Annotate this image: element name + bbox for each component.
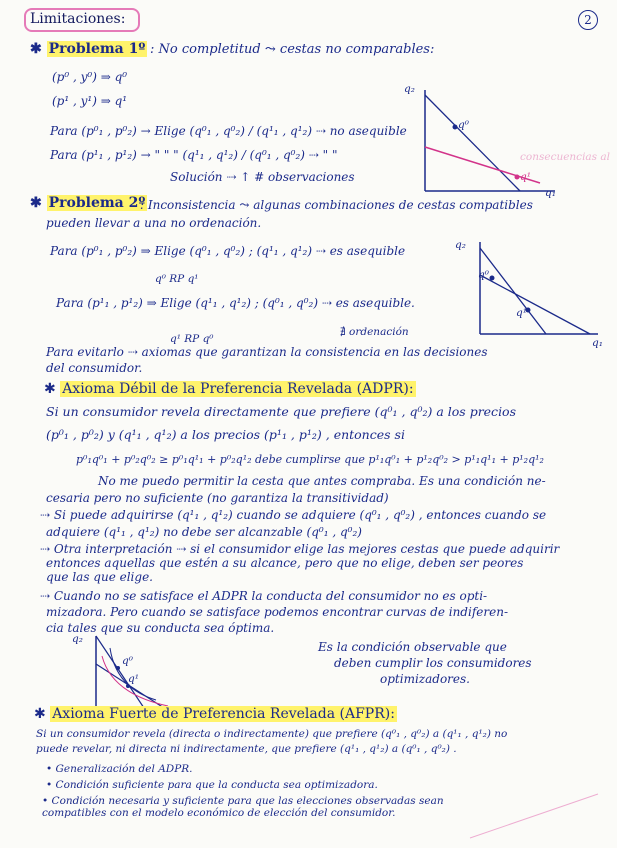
- graph-2-x-label: q₁: [592, 337, 603, 349]
- graph-3-point-a: q⁰: [122, 655, 133, 667]
- margin-note: consecuencias al: [520, 151, 611, 163]
- graph-1-point-a: q⁰: [458, 119, 469, 131]
- adpr-line-9: entonces aquellas que estén a su alcance, pero que no elige, deben ser peores: [46, 556, 524, 570]
- adpr-line-5: cesaria pero no suficiente (no garantiza la transitividad): [46, 491, 389, 505]
- afpr-line-1: Si un consumidor revela (directa o indirectamente) que prefiere (q⁰₁ , q⁰₂) a (q¹₁ , q¹₂) no: [36, 728, 508, 740]
- adpr-line-3: p⁰₁q⁰₁ + p⁰₂q⁰₂ ≥ p⁰₁q¹₁ + p⁰₂q¹₂ debe cumplirse que p¹₁q⁰₁ + p¹₂q⁰₂ > p¹₁q¹₁ + p¹₂q¹₂: [76, 453, 544, 466]
- adpr-line-12: mizadora. Pero cuando se satisface podemos encontrar curvas de indiferen-: [46, 605, 508, 619]
- afpr-bullet-4: compatibles con el modelo económico de elección del consumidor.: [42, 807, 396, 819]
- problem-1-label: Problema 1º: [48, 41, 146, 57]
- p2-line-5: q¹ RP q⁰: [170, 333, 214, 345]
- adpr-line-11: ⇢ Cuando no se satisface el ADPR la conducta del consumidor no es opti-: [40, 589, 488, 603]
- p2-line-3: q⁰ RP q¹: [155, 273, 199, 285]
- p2-line-8: del consumidor.: [46, 361, 143, 375]
- p1-line-4: Para (p¹₁ , p¹₂) → " " " (q¹₁ , q¹₂) / (q⁰₁ , q⁰₂) ⇢ " ": [50, 148, 338, 162]
- adpr-label: Axioma Débil de la Preferencia Revelada (ADPR):: [62, 381, 414, 397]
- afpr-bullet-2: • Condición suficiente para que la conducta sea optimizadora.: [46, 779, 378, 791]
- adpr-note-2: deben cumplir los consumidores: [334, 656, 532, 670]
- p2-line-1: pueden llevar a una no ordenación.: [46, 216, 262, 230]
- graph-2-y-label: q₂: [455, 239, 466, 251]
- adpr-note-3: optimizadores.: [380, 672, 470, 686]
- graph-1-y-label: q₂: [404, 83, 415, 95]
- afpr-heading: ✱ Axioma Fuerte de Preferencia Revelada (AFPR):: [34, 706, 395, 722]
- p2-line-7: Para evitarlo ⇢ axiomas que garantizan la consistencia en las decisiones: [46, 345, 488, 359]
- adpr-line-7: adquiere (q¹₁ , q¹₂) no debe ser alcanzable (q⁰₁ , q⁰₂): [46, 525, 362, 539]
- graph-3-point-b: q¹: [128, 673, 139, 685]
- problem-2-label: Problema 2º: [48, 195, 146, 211]
- graph-3-y-label: q₂: [72, 633, 83, 645]
- p1-line-3: Para (p⁰₁ , p⁰₂) → Elige (q⁰₁ , q⁰₂) / (q¹₁ , q¹₂) ⇢ no asequible: [50, 124, 407, 138]
- p2-line-4: Para (p¹₁ , p¹₂) ⇒ Elige (q¹₁ , q¹₂) ; (q⁰₁ , q⁰₂) ⇢ es asequible.: [56, 296, 415, 310]
- adpr-line-8: ⇢ Otra interpretación ⇢ si el consumidor elige las mejores cestas que puede adquirir: [40, 542, 560, 556]
- adpr-line-2: (p⁰₁ , p⁰₂) y (q¹₁ , q¹₂) a los precios (p¹₁ , p¹₂) , entonces si: [46, 427, 405, 442]
- p1-line-2: (p¹ , y¹) ⇒ q¹: [52, 94, 128, 108]
- adpr-line-6: ⇢ Si puede adquirirse (q¹₁ , q¹₂) cuando se adquiere (q⁰₁ , q⁰₂) , entonces cuando se: [40, 508, 547, 522]
- page-title: Limitaciones:: [30, 11, 126, 27]
- afpr-bullet-1: • Generalización del ADPR.: [46, 763, 193, 775]
- adpr-heading: ✱ Axioma Débil de la Preferencia Revelada (ADPR):: [44, 381, 414, 397]
- graph-2: [468, 240, 598, 338]
- graph-2-point-a: q⁰: [478, 269, 489, 281]
- p2-line-2: Para (p⁰₁ , p⁰₂) ⇒ Elige (q⁰₁ , q⁰₂) ; (q¹₁ , q¹₂) ⇢ es asequible: [50, 244, 406, 258]
- graph-1: [405, 85, 555, 197]
- pink-scribble: [470, 790, 600, 840]
- graph-1-point-b: q¹: [520, 171, 531, 183]
- adpr-line-13: cia tales que su conducta sea óptima.: [46, 621, 275, 635]
- afpr-label: Axioma Fuerte de Preferencia Revelada (AFPR):: [52, 706, 395, 722]
- afpr-line-2: puede revelar, ni directa ni indirectamente, que prefiere (q¹₁ , q¹₂) a (q⁰₁ , q⁰₂) .: [36, 743, 457, 755]
- adpr-line-10: que las que elige.: [46, 570, 153, 584]
- problem-1-text: : No completitud ⤳ cestas no comparables:: [150, 42, 435, 57]
- adpr-line-1: Si un consumidor revela directamente que prefiere (q⁰₁ , q⁰₂) a los precios: [46, 404, 517, 419]
- problem-2-text: : Inconsistencia ⤳ algunas combinaciones de cestas compatibles: [140, 198, 533, 212]
- graph-1-x-label: q₁: [545, 187, 556, 199]
- page-number: 2: [578, 10, 598, 30]
- problem-2-heading: ✱ Problema 2º: [30, 195, 146, 211]
- graph-2-point-b: q¹: [516, 307, 527, 319]
- p1-line-1: (p⁰ , y⁰) ⇒ q⁰: [52, 70, 128, 84]
- adpr-line-4: No me puedo permitir la cesta que antes compraba. Es una condición ne-: [98, 474, 546, 488]
- p1-line-5: Solución ⇢ ↑ # observaciones: [170, 170, 355, 184]
- afpr-bullet-3: • Condición necesaria y suficiente para que las elecciones observadas sean: [42, 795, 444, 807]
- adpr-note-1: Es la condición observable que: [318, 640, 507, 654]
- p2-line-6: ∄ ordenación: [340, 326, 409, 338]
- problem-1-heading: ✱ Problema 1º: [30, 41, 146, 57]
